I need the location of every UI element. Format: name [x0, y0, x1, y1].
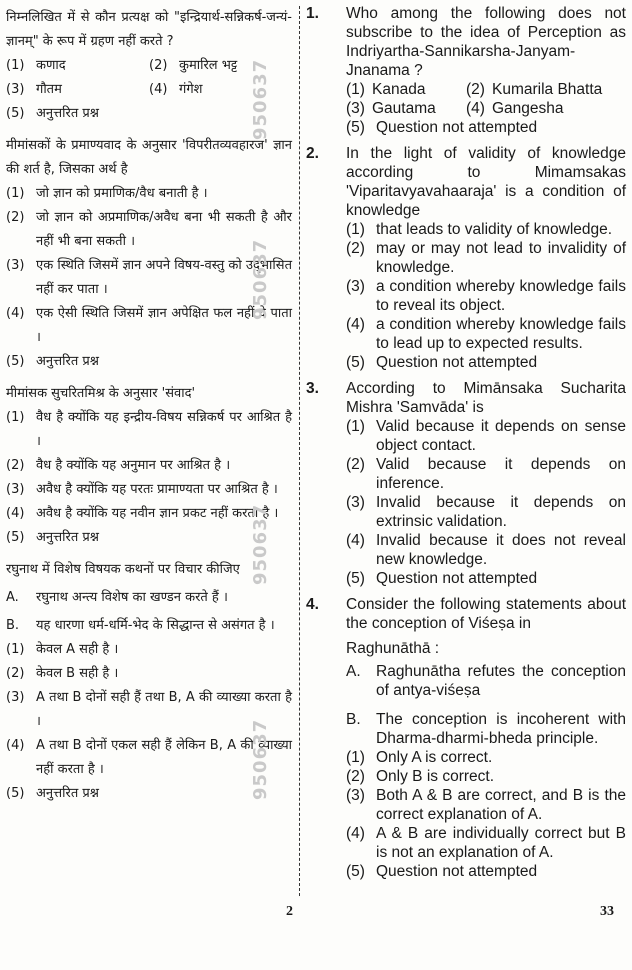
- statement-text: Raghunātha refutes the conception of antya-viśeṣa: [376, 663, 626, 699]
- option-1[interactable]: [6, 182, 292, 206]
- option-marker: (3): [346, 494, 365, 511]
- option-text: अवैध है क्योंकि यह परतः प्रामाण्यता पर आश्रित है ।: [36, 482, 278, 497]
- statement-text: The conception is incoherent with Dharma-dharmi-bheda principle.: [376, 711, 626, 747]
- option-text: Question not attempted: [376, 863, 538, 880]
- question-stem: In the light of validity of knowledge according to Mimamsakas 'Viparitavyavahaaraja' is a condition of knowledge: [346, 145, 626, 219]
- option-marker: (1): [346, 749, 365, 766]
- option-text: अनुत्तरित प्रश्न: [36, 354, 99, 369]
- option-text: Question not attempted: [376, 570, 538, 587]
- option-text: Only B is correct.: [376, 768, 494, 785]
- question-en-4: [306, 595, 626, 881]
- option-marker: (3): [346, 100, 365, 117]
- option-marker: (4): [149, 82, 168, 97]
- option-text: Valid because it depends on inference.: [376, 456, 626, 492]
- option-text: जो ज्ञान को अप्रमाणिक/अवैध बना भी सकती है और नहीं भी बना सकती ।: [36, 210, 292, 249]
- option-marker: (2): [466, 81, 485, 98]
- question-stem: Consider the following statements about the conception of Viśeṣa in: [346, 596, 626, 632]
- question-stem: निम्नलिखित में से कौन प्रत्यक्ष को "इन्द्रियार्थ-सन्निकर्ष-जन्यं-ज्ञानम्" के रूप में ग्रहण नहीं करते ?: [6, 10, 292, 49]
- question-en-3: [306, 379, 626, 588]
- option-text: वैध है क्योंकि यह इन्द्रीय-विषय सन्निकर्ष पर आश्रित है ।: [36, 410, 292, 449]
- option-text: a condition whereby knowledge fails to reveal its object.: [376, 278, 626, 314]
- option-1[interactable]: [6, 406, 292, 454]
- question-en-1: [306, 4, 626, 137]
- option-marker: (2): [6, 210, 25, 225]
- watermark: 950637: [250, 718, 271, 800]
- page-number-left: 2: [286, 904, 293, 919]
- option-3[interactable]: [346, 99, 466, 118]
- watermark: 950637: [250, 58, 271, 140]
- option-marker: (2): [6, 666, 25, 681]
- option-2[interactable]: [6, 662, 292, 686]
- question-stem: रघुनाथ में विशेष विषयक कथनों पर विचार कीजिए: [6, 562, 240, 577]
- option-marker: (1): [6, 58, 25, 73]
- option-text: Kumarila Bhatta: [492, 81, 603, 98]
- watermark: 950637: [250, 238, 271, 320]
- statement-b: [6, 614, 292, 638]
- option-3[interactable]: [6, 78, 149, 102]
- option-marker: (4): [6, 738, 25, 753]
- option-4[interactable]: [306, 315, 626, 353]
- option-text: अवैध है क्योंकि यह नवीन ज्ञान प्रकट नहीं करता है ।: [36, 506, 279, 521]
- option-marker: (2): [6, 458, 25, 473]
- option-marker: (4): [346, 825, 365, 842]
- option-marker: (1): [6, 642, 25, 657]
- option-1[interactable]: [306, 417, 626, 455]
- option-text: may or may not lead to invalidity of knowledge.: [376, 240, 626, 276]
- option-marker: (3): [6, 482, 25, 497]
- option-1[interactable]: [6, 638, 292, 662]
- option-text: केवल A सही है ।: [36, 642, 119, 657]
- option-1[interactable]: [306, 748, 626, 767]
- option-marker: (4): [6, 506, 25, 521]
- option-marker: (5): [6, 354, 25, 369]
- option-text: केवल B सही है ।: [36, 666, 119, 681]
- option-text: Valid because it depends on sense object contact.: [376, 418, 626, 454]
- option-4[interactable]: [306, 531, 626, 569]
- option-marker: (2): [149, 58, 168, 73]
- question-stem: मीमांसकों के प्रमाण्यवाद के अनुसार 'विपरीतव्यवहारज' ज्ञान की शर्त है, जिसका अर्थ है: [6, 138, 292, 177]
- option-text: that leads to validity of knowledge.: [376, 221, 613, 238]
- option-text: Gangesha: [492, 100, 564, 117]
- option-5[interactable]: [306, 118, 626, 137]
- option-3[interactable]: [306, 786, 626, 824]
- option-2[interactable]: [306, 455, 626, 493]
- option-marker: (4): [466, 100, 485, 117]
- option-3[interactable]: [6, 478, 292, 502]
- option-text: कणाद: [36, 58, 66, 73]
- option-text: जो ज्ञान को प्रमाणिक/वैध बनाती है ।: [36, 186, 208, 201]
- option-marker: (4): [346, 316, 365, 333]
- option-marker: (3): [346, 278, 365, 295]
- english-column: [306, 4, 626, 888]
- option-marker: (5): [346, 119, 365, 136]
- option-marker: (3): [6, 82, 25, 97]
- option-1[interactable]: [306, 220, 626, 239]
- option-text: अनुत्तरित प्रश्न: [36, 106, 99, 121]
- option-2[interactable]: [306, 239, 626, 277]
- option-marker: (3): [6, 690, 25, 705]
- option-2[interactable]: [466, 80, 626, 99]
- statement-marker: B.: [6, 618, 20, 633]
- option-1[interactable]: [6, 54, 149, 78]
- option-marker: (2): [346, 456, 365, 473]
- statement-b: [306, 710, 626, 748]
- option-3[interactable]: [306, 493, 626, 531]
- option-marker: (4): [6, 306, 25, 321]
- statement-text: यह धारणा धर्म-धर्मि-भेद के सिद्धान्त से असंगत है ।: [36, 618, 275, 633]
- option-2[interactable]: [306, 767, 626, 786]
- option-5[interactable]: [306, 862, 626, 881]
- watermark: 950637: [250, 503, 271, 585]
- option-2[interactable]: [6, 454, 292, 478]
- statement-marker: A.: [346, 663, 361, 680]
- option-text: गंगेश: [179, 82, 203, 97]
- option-marker: (4): [346, 532, 365, 549]
- option-4[interactable]: [466, 99, 626, 118]
- option-text: कुमारिल भट्ट: [179, 58, 238, 73]
- option-marker: (5): [6, 530, 25, 545]
- option-5[interactable]: [6, 350, 292, 374]
- question-stem: मीमांसक सुचरितमिश्र के अनुसार 'संवाद': [6, 386, 196, 401]
- statement-marker: B.: [346, 711, 361, 728]
- option-text: Invalid because it depends on extrinsic validation.: [376, 494, 626, 530]
- option-5[interactable]: [306, 569, 626, 588]
- option-marker: (1): [6, 410, 25, 425]
- option-text: Question not attempted: [376, 354, 538, 371]
- option-text: Only A is correct.: [376, 749, 493, 766]
- option-text: Kanada: [372, 81, 426, 98]
- option-marker: (5): [346, 570, 365, 587]
- statement-a: [306, 662, 626, 700]
- option-text: A तथा B दोनों एकल सही हैं लेकिन B, A की व्याख्या नहीं करता है ।: [36, 738, 292, 777]
- option-text: A तथा B दोनों सही हैं तथा B, A की व्याख्या करता है ।: [36, 690, 292, 729]
- option-text: एक स्थिति जिसमें ज्ञान अपने विषय-वस्तु को उद्‌भासित नहीं कर पाता ।: [36, 258, 292, 297]
- statement-marker: A.: [6, 590, 19, 605]
- question-stem: Who among the following does not subscribe to the idea of Perception as Indriyartha-Sannikarsha-Janyam-Jnanama ?: [346, 5, 626, 79]
- option-4[interactable]: [306, 824, 626, 862]
- question-number: 2.: [306, 145, 319, 162]
- option-5[interactable]: [306, 353, 626, 372]
- column-divider: [299, 6, 300, 896]
- option-marker: (1): [346, 418, 365, 435]
- option-1[interactable]: [346, 80, 466, 99]
- options-grid: [306, 80, 626, 118]
- option-marker: (3): [6, 258, 25, 273]
- option-marker: (5): [346, 863, 365, 880]
- option-marker: (5): [6, 106, 25, 121]
- option-marker: (1): [346, 221, 365, 238]
- question-stem-continued: Raghunāthā :: [346, 640, 440, 657]
- option-text: a condition whereby knowledge fails to lead up to expected results.: [376, 316, 626, 352]
- option-3[interactable]: [306, 277, 626, 315]
- option-text: Gautama: [372, 100, 436, 117]
- option-marker: (5): [6, 786, 25, 801]
- question-number: 3.: [306, 380, 319, 397]
- question-en-2: [306, 144, 626, 372]
- option-text: Both A & B are correct, and B is the correct explanation of A.: [376, 787, 626, 823]
- question-number: 1.: [306, 5, 319, 22]
- option-marker: (5): [346, 354, 365, 371]
- statement-text: रघुनाथ अन्त्य विशेष का खण्डन करते हैं ।: [36, 590, 228, 605]
- page-number-right: 33: [600, 904, 614, 919]
- option-text: वैध है क्योंकि यह अनुमान पर आश्रित है ।: [36, 458, 231, 473]
- option-text: Invalid because it does not reveal new knowledge.: [376, 532, 626, 568]
- option-text: अनुत्तरित प्रश्न: [36, 786, 99, 801]
- question-number: 4.: [306, 596, 319, 613]
- option-marker: (2): [346, 240, 365, 257]
- option-marker: (3): [346, 787, 365, 804]
- option-marker: (2): [346, 768, 365, 785]
- statement-a: [6, 586, 292, 610]
- option-text: गौतम: [36, 82, 62, 97]
- option-marker: (1): [6, 186, 25, 201]
- option-text: A & B are individually correct but B is not an explanation of A.: [376, 825, 626, 861]
- option-text: Question not attempted: [376, 119, 538, 136]
- option-marker: (1): [346, 81, 365, 98]
- question-stem: According to Mimānsaka Sucharita Mishra 'Samvāda' is: [346, 380, 626, 416]
- option-text: एक ऐसी स्थिति जिसमें ज्ञान अपेक्षित फल नहीं दे पाता ।: [36, 306, 292, 345]
- option-text: अनुत्तरित प्रश्न: [36, 530, 99, 545]
